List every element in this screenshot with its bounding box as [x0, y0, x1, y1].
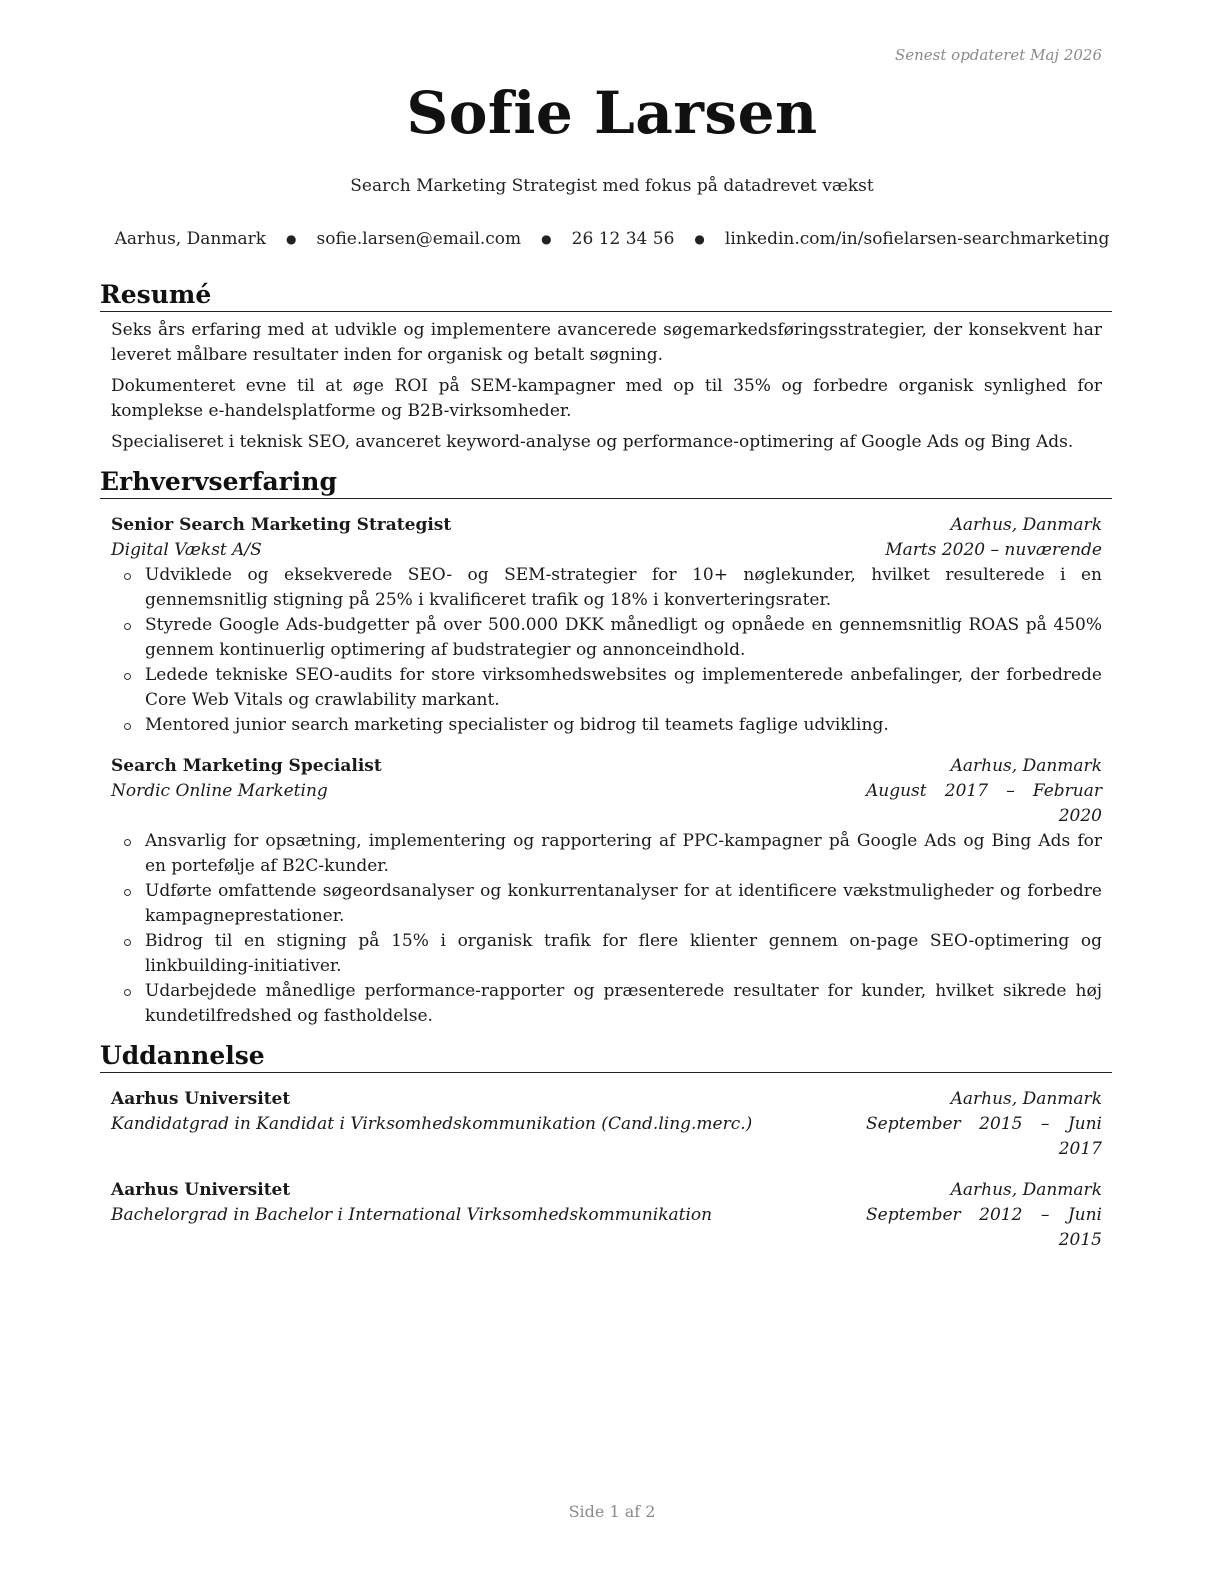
contact-linkedin[interactable]: linkedin.com/in/sofielarsen-searchmarketing: [724, 229, 1110, 249]
job-bullet: Udviklede og eksekverede SEO- og SEM-strategier for 10+ nøglekunder, hvilket resulterede i en gennemsnitlig stigning på 25% i kvalificeret trafik og 18% i konverteringsrater.: [111, 563, 1102, 613]
section-title-summary: Resumé: [100, 280, 1112, 312]
bullet-separator-icon: ●: [694, 232, 705, 246]
job-bullet: Udførte omfattende søgeordsanalyser og konkurrentanalyser for at identificere vækstmuligheder og forbedre kampagneprestationer.: [111, 879, 1102, 929]
contact-phone[interactable]: 26 12 34 56: [571, 229, 675, 249]
job-company: Digital Vækst A/S: [111, 540, 262, 560]
contact-email[interactable]: sofie.larsen@email.com: [316, 229, 522, 249]
job-location: Aarhus, Danmark: [950, 515, 1102, 535]
education-degree: Kandidatgrad in Kandidat i Virksomhedskommunikation (Cand.ling.merc.): [111, 1114, 753, 1134]
summary-section: [100, 280, 1112, 455]
page-number: Side 1 af 2: [568, 1502, 656, 1521]
job-bullet: Udarbejdede månedlige performance-rapporter og præsenterede resultater for kunder, hvilket sikrede høj kundetilfredshed og fastholdelse.: [111, 979, 1102, 1029]
hollow-bullet-icon: [124, 889, 131, 896]
candidate-name: Sofie Larsen: [406, 79, 818, 147]
job-role: Search Marketing Specialist: [111, 756, 382, 776]
hollow-bullet-icon: [124, 939, 131, 946]
section-title-education: Uddannelse: [100, 1041, 1112, 1073]
education-school: Aarhus Universitet: [111, 1180, 291, 1200]
job-dates: Marts 2020 – nuværende: [885, 540, 1102, 560]
education-dates: September 2015 – Juni 2017: [866, 1114, 1102, 1159]
education-location: Aarhus, Danmark: [950, 1180, 1102, 1200]
education-school: Aarhus Universitet: [111, 1089, 291, 1109]
contact-location: Aarhus, Danmark: [114, 229, 267, 249]
job-bullet: Styrede Google Ads-budgetter på over 500.000 DKK månedligt og opnåede en gennemsnitlig ROAS på 450% gennem kontinuerlig optimering af budstrategier og annonceindhold.: [111, 613, 1102, 663]
summary-text: [100, 318, 1112, 455]
tagline: Search Marketing Strategist med fokus på datadrevet vækst: [350, 176, 874, 196]
job-location: Aarhus, Danmark: [950, 756, 1102, 776]
education-section: [100, 1041, 1112, 1253]
job-entry: [100, 513, 1112, 738]
job-role: Senior Search Marketing Strategist: [111, 515, 452, 535]
last-updated-note: Senest opdateret Maj 2026: [894, 46, 1102, 64]
hollow-bullet-icon: [124, 573, 131, 580]
job-company: Nordic Online Marketing: [111, 781, 328, 801]
job-dates: August 2017 – Februar 2020: [866, 781, 1102, 826]
contact-line: [0, 229, 1224, 249]
hollow-bullet-icon: [124, 839, 131, 846]
job-bullets: [111, 829, 1102, 1029]
job-bullet: Ansvarlig for opsætning, implementering og rapportering af PPC-kampagner på Google Ads og Bing Ads for en portefølje af B2C-kunder.: [111, 829, 1102, 879]
hollow-bullet-icon: [124, 989, 131, 996]
education-dates: September 2012 – Juni 2015: [866, 1205, 1102, 1250]
resume-body: [100, 280, 1112, 1265]
summary-paragraph: Dokumenteret evne til at øge ROI på SEM-kampagner med op til 35% og forbedre organisk synlighed for komplekse e-handelsplatforme og B2B-virksomheder.: [111, 376, 1102, 421]
hollow-bullet-icon: [124, 723, 131, 730]
bullet-separator-icon: ●: [541, 232, 552, 246]
hollow-bullet-icon: [124, 673, 131, 680]
summary-paragraph: Seks års erfaring med at udvikle og implementere avancerede søgemarkedsføringsstrategier, der konsekvent har leveret målbare resultater inden for organisk og betalt søgning.: [111, 320, 1102, 365]
job-entry: [100, 754, 1112, 1029]
education-entry: [100, 1178, 1112, 1253]
summary-paragraph: Specialiseret i teknisk SEO, avanceret keyword-analyse og performance-optimering af Google Ads og Bing Ads.: [111, 432, 1074, 452]
section-title-experience: Erhvervserfaring: [100, 467, 1112, 499]
job-bullet: Mentored junior search marketing specialister og bidrog til teamets faglige udvikling.: [111, 713, 1102, 738]
education-location: Aarhus, Danmark: [950, 1089, 1102, 1109]
bullet-separator-icon: ●: [286, 232, 297, 246]
education-entry: [100, 1087, 1112, 1162]
job-bullet: Ledede tekniske SEO-audits for store virksomhedswebsites og implementerede anbefalinger, der forbedrede Core Web Vitals og crawlability markant.: [111, 663, 1102, 713]
hollow-bullet-icon: [124, 623, 131, 630]
education-degree: Bachelorgrad in Bachelor i International Virksomhedskommunikation: [111, 1205, 713, 1225]
job-bullets: [111, 563, 1102, 738]
job-bullet: Bidrog til en stigning på 15% i organisk trafik for flere klienter gennem on-page SEO-optimering og linkbuilding-initiativer.: [111, 929, 1102, 979]
experience-section: [100, 467, 1112, 1029]
